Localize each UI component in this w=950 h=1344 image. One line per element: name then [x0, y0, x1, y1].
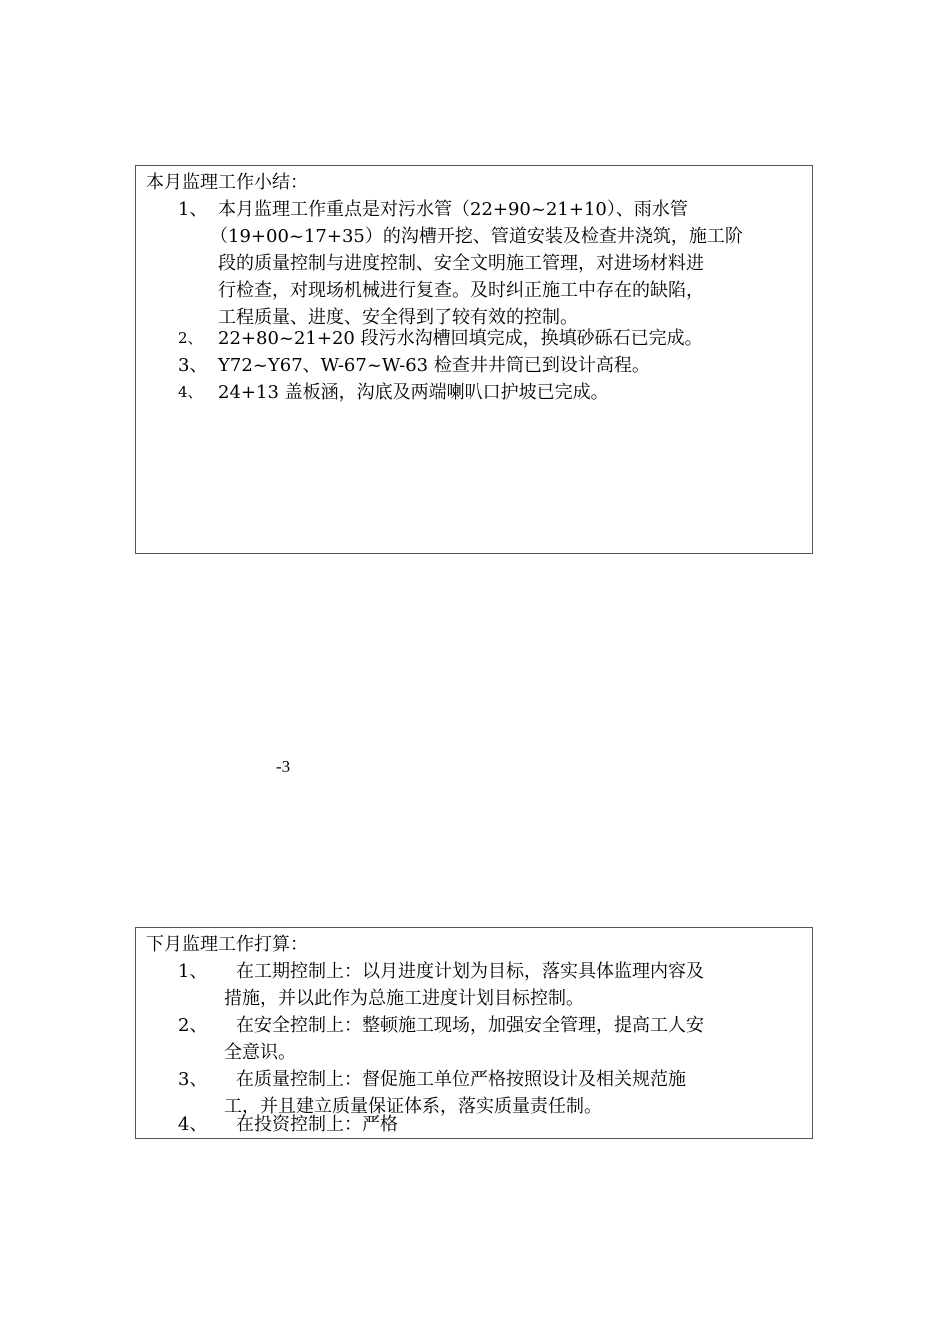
item-text: [224, 958, 704, 1012]
summary-heading: 本月监理工作小结：: [146, 172, 308, 193]
text-line: 措施，并以此作为总施工进度计划目标控制。: [224, 988, 584, 1009]
text-line: 工，并且建立质量保证体系，落实质量责任制。: [224, 1096, 602, 1117]
text-line: 在投资控制上：严格: [236, 1114, 398, 1135]
text-line: Y72~Y67、W-67~W-63 检查井井筒已到设计高程。: [218, 355, 650, 376]
text-line: 段的质量控制与进度控制、安全文明施工管理，对进场材料进: [218, 253, 704, 274]
item-number: 3、: [178, 1069, 208, 1090]
item-text: [218, 325, 703, 352]
item-text: [218, 379, 609, 406]
text-line: （19+00~17+35）的沟槽开挖、管道安装及检查井浇筑，施工阶: [210, 226, 743, 247]
item-number: 2、: [178, 1015, 208, 1036]
item-text: [218, 352, 650, 379]
text-line: 在安全控制上：整顿施工现场，加强安全管理，提高工人安: [236, 1015, 704, 1036]
text-line: 本月监理工作重点是对污水管（22+90~21+10）、雨水管: [218, 199, 688, 220]
next-month-plan-box: [135, 927, 813, 1139]
item-number: 1、: [178, 199, 208, 220]
monthly-summary-box: [135, 165, 813, 554]
text-line: 22+80~21+20 段污水沟槽回填完成，换填砂砾石已完成。: [218, 328, 703, 349]
item-text: [210, 196, 743, 331]
item-number: 1、: [178, 961, 208, 982]
text-line: 全意识。: [224, 1042, 296, 1063]
page-number: -3: [276, 757, 291, 776]
item-text: [236, 1111, 398, 1138]
text-line: 工程质量、进度、安全得到了较有效的控制。: [218, 307, 578, 328]
item-number: 3、: [178, 355, 208, 376]
item-number: 2、: [178, 329, 203, 347]
text-line: 行检查，对现场机械进行复查。及时纠正施工中存在的缺陷，: [218, 280, 704, 301]
text-line: 24+13 盖板涵，沟底及两端喇叭口护坡已完成。: [218, 382, 609, 403]
plan-heading: 下月监理工作打算：: [146, 934, 308, 955]
item-text: [224, 1012, 704, 1066]
text-line: 在质量控制上：督促施工单位严格按照设计及相关规范施: [236, 1069, 686, 1090]
item-number: 4、: [178, 1114, 208, 1135]
item-number: 4、: [178, 383, 203, 401]
text-line: 在工期控制上：以月进度计划为目标，落实具体监理内容及: [236, 961, 704, 982]
